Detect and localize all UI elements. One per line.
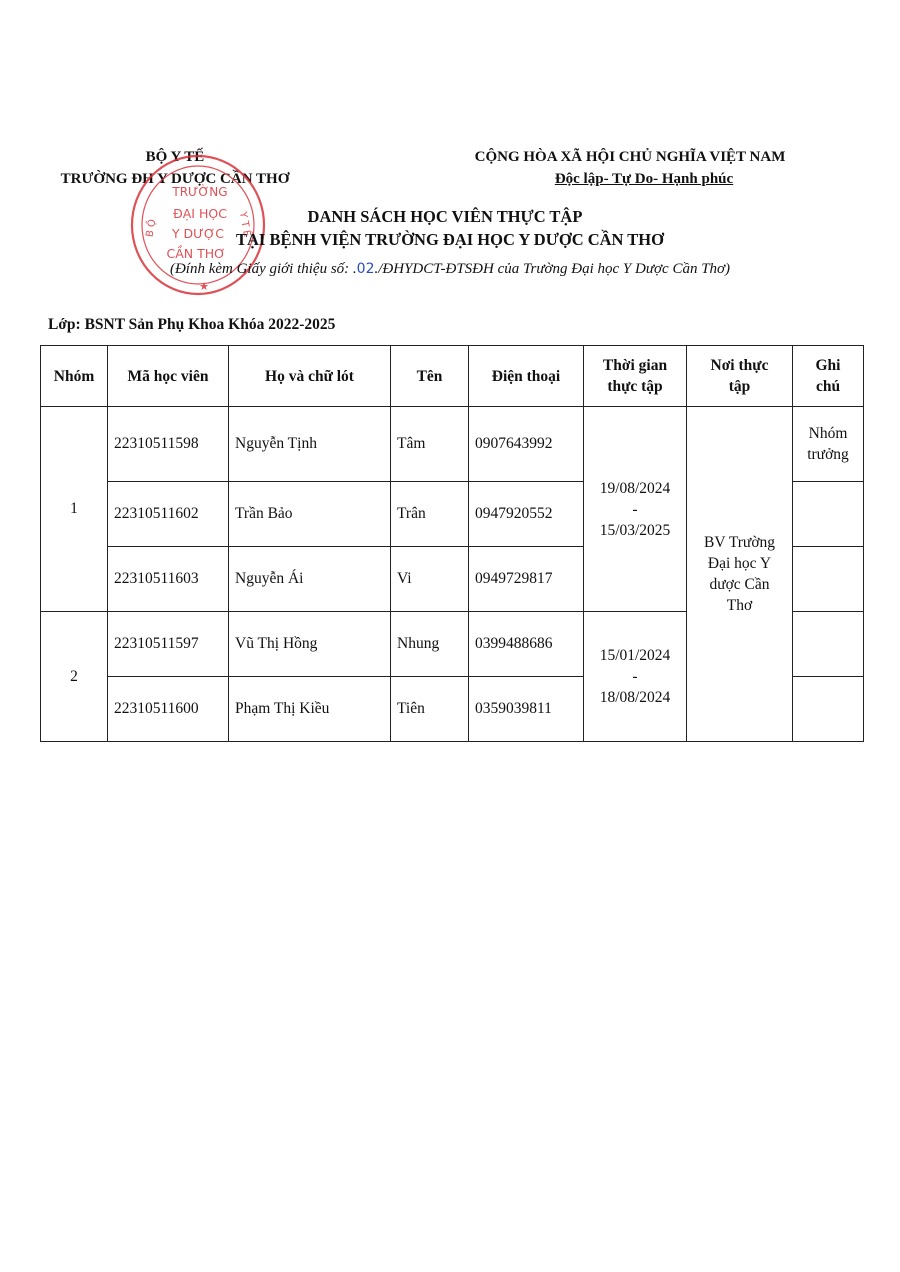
seal-text-mid1: ĐẠI HỌC bbox=[173, 206, 227, 221]
internship-period: 19/08/2024 - 15/03/2025 bbox=[584, 407, 687, 612]
student-phone: 0359039811 bbox=[469, 677, 584, 742]
student-phone: 0949729817 bbox=[469, 547, 584, 612]
student-id: 22310511598 bbox=[108, 407, 229, 482]
group-number: 2 bbox=[41, 612, 108, 742]
class-label: Lớp: BSNT Sản Phụ Khoa Khóa 2022-2025 bbox=[48, 316, 336, 333]
student-surname: Vũ Thị Hồng bbox=[229, 612, 391, 677]
student-given-name: Vi bbox=[391, 547, 469, 612]
header-given-name: Tên bbox=[391, 346, 469, 407]
seal-right-letters: Y T Ế bbox=[236, 211, 253, 238]
school-name: TRƯỜNG ĐH Y DƯỢC CẦN THƠ bbox=[60, 171, 290, 187]
national-header bbox=[420, 146, 840, 190]
student-given-name: Trân bbox=[391, 482, 469, 547]
reference-number: 02 bbox=[356, 261, 375, 277]
country-name: CỘNG HÒA XÃ HỘI CHỦ NGHĨA VIỆT NAM bbox=[474, 149, 786, 165]
student-id: 22310511600 bbox=[108, 677, 229, 742]
header-group: Nhóm bbox=[41, 346, 108, 407]
student-surname: Phạm Thị Kiều bbox=[229, 677, 391, 742]
seal-text-top: TRƯỜNG bbox=[172, 185, 228, 199]
student-note: Nhóm trưởng bbox=[793, 407, 864, 482]
internship-period: 15/01/2024 - 18/08/2024 bbox=[584, 612, 687, 742]
seal-text-bottom: CẦN THƠ bbox=[166, 246, 226, 261]
document-title-line1: DANH SÁCH HỌC VIÊN THỰC TẬP bbox=[307, 207, 583, 226]
seal-left-letters: B Ộ bbox=[144, 218, 159, 239]
student-phone: 0399488686 bbox=[469, 612, 584, 677]
header-place: Nơi thực tập bbox=[687, 346, 793, 407]
student-surname: Trần Bảo bbox=[229, 482, 391, 547]
document-subtitle bbox=[100, 261, 800, 278]
header-period: Thời gian thực tập bbox=[584, 346, 687, 407]
internship-place: BV Trường Đại học Y dược Cần Thơ bbox=[687, 407, 793, 742]
student-id: 22310511603 bbox=[108, 547, 229, 612]
student-given-name: Tiên bbox=[391, 677, 469, 742]
issuer-header bbox=[40, 146, 310, 190]
table-row bbox=[41, 407, 864, 482]
table-header-row bbox=[41, 346, 864, 407]
seal-text-mid2: Y DƯỢC bbox=[171, 226, 225, 241]
subtitle-prefix: (Đính kèm Giấy giới thiệu số: . bbox=[169, 261, 357, 277]
student-note bbox=[793, 482, 864, 547]
student-given-name: Nhung bbox=[391, 612, 469, 677]
header-surname: Họ và chữ lót bbox=[229, 346, 391, 407]
group-number: 1 bbox=[41, 407, 108, 612]
student-id: 22310511597 bbox=[108, 612, 229, 677]
student-phone: 0907643992 bbox=[469, 407, 584, 482]
seal-star-icon: ★ bbox=[199, 280, 209, 293]
student-surname: Nguyễn Ái bbox=[229, 547, 391, 612]
header-note: Ghi chú bbox=[793, 346, 864, 407]
student-phone: 0947920552 bbox=[469, 482, 584, 547]
student-note bbox=[793, 677, 864, 742]
ministry-name: BỘ Y TẾ bbox=[145, 149, 205, 165]
national-motto: Độc lập- Tự Do- Hạnh phúc bbox=[554, 171, 734, 187]
student-note bbox=[793, 612, 864, 677]
student-surname: Nguyễn Tịnh bbox=[229, 407, 391, 482]
document-title-line2: TẠI BỆNH VIỆN TRƯỜNG ĐẠI HỌC Y DƯỢC CẦN THƠ bbox=[236, 230, 664, 249]
student-note bbox=[793, 547, 864, 612]
header-student-id: Mã học viên bbox=[108, 346, 229, 407]
student-given-name: Tâm bbox=[391, 407, 469, 482]
header-phone: Điện thoại bbox=[469, 346, 584, 407]
student-id: 22310511602 bbox=[108, 482, 229, 547]
student-roster-table bbox=[40, 345, 864, 742]
subtitle-suffix: ./ĐHYDCT-ĐTSĐH của Trường Đại học Y Dược Cần Thơ) bbox=[374, 261, 731, 277]
